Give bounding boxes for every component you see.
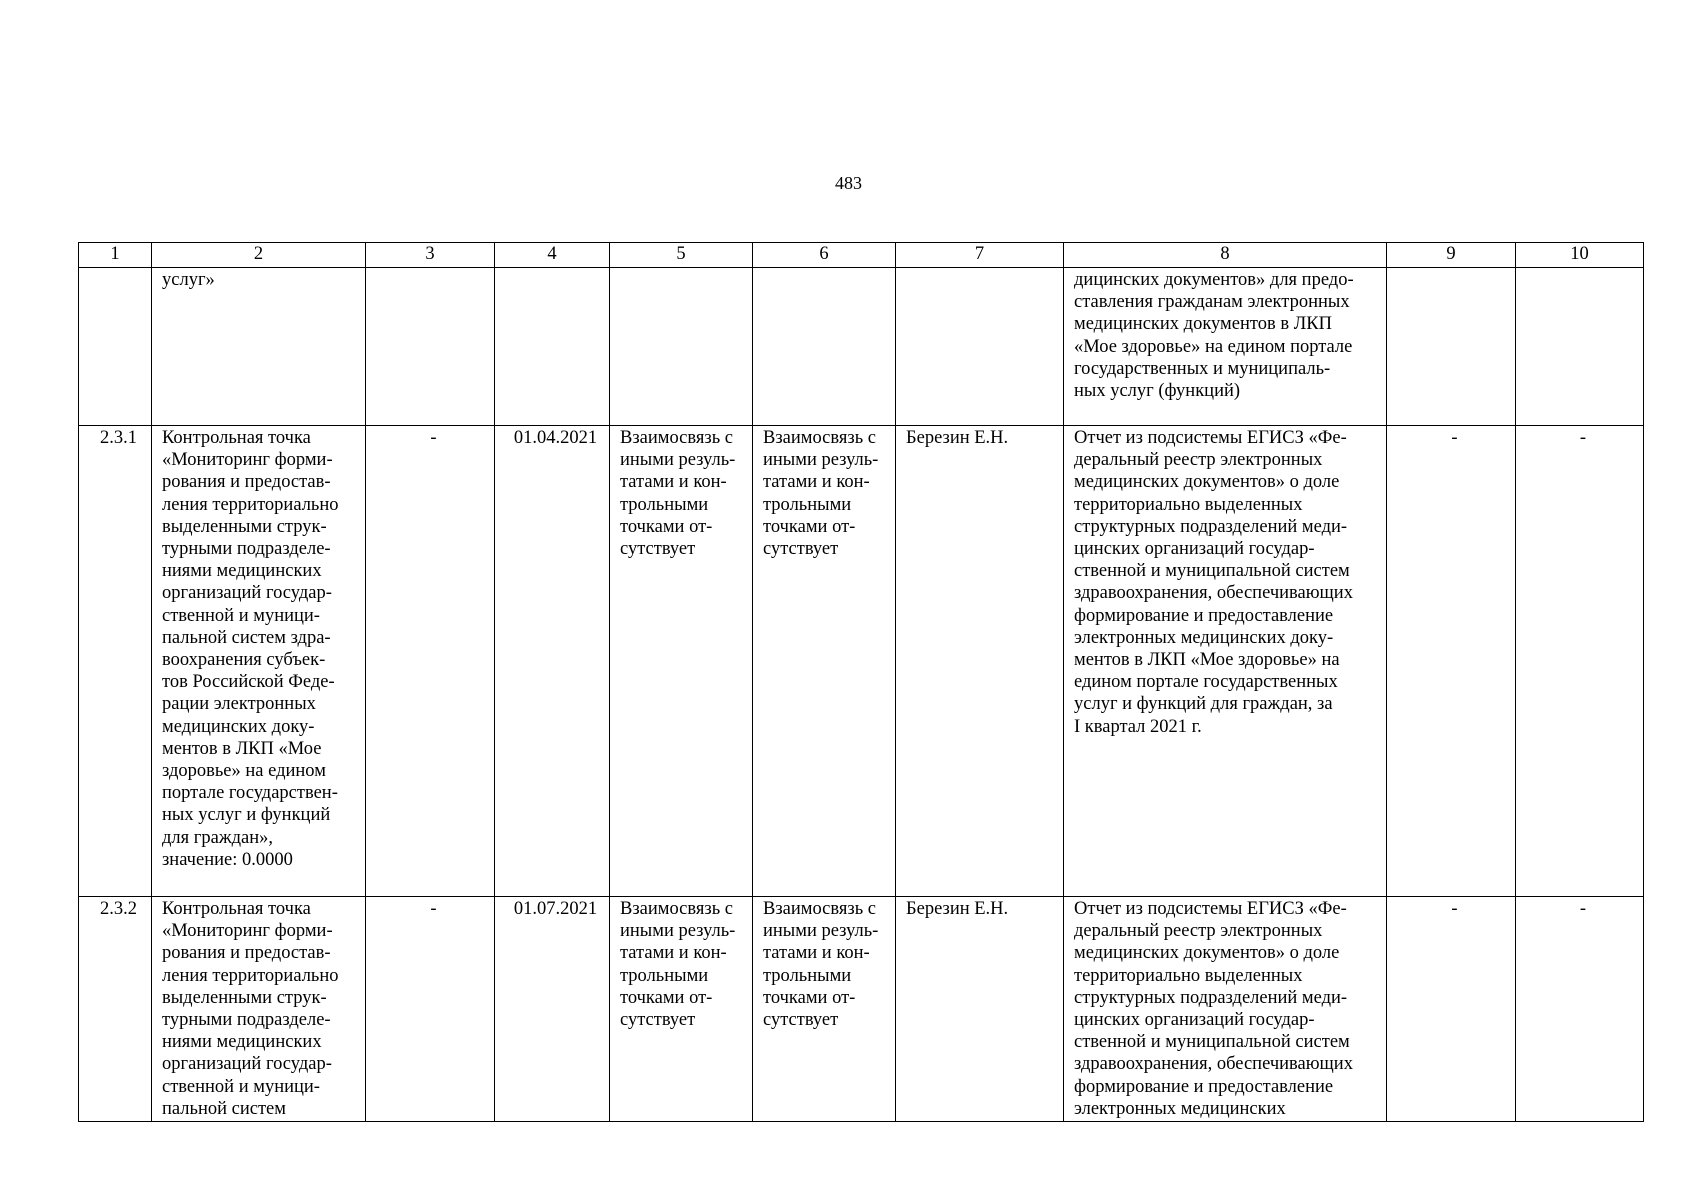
column-header-8: 8 [1064, 243, 1387, 268]
row-date: 01.07.2021 [513, 899, 598, 919]
row-col3: - [430, 899, 437, 919]
table-row [79, 897, 1644, 1122]
row-responsible: Березин Е.Н. [906, 899, 1009, 919]
row-responsible: Березин Е.Н. [906, 428, 1009, 448]
column-header-6: 6 [753, 243, 896, 268]
column-header-9: 9 [1387, 243, 1516, 268]
column-header-10: 10 [1516, 243, 1644, 268]
row-col3 [366, 268, 494, 269]
row-name: Контрольная точка «Мониторинг форми- рования и предостав- ления территориально выделенными струк- турными подразделе- ниями медицинских организаций государ- ственной и муници- пальной систем здра- воохранения субъек- тов Российской Феде- рации электронных медицинских доку- ментов в ЛКП «Мое здоровье» на едином портале государствен- ных услуг и функций для граждан», значение: 0.0000 [162, 428, 339, 870]
column-header-1: 1 [79, 243, 152, 268]
row-responsible [896, 268, 1063, 269]
header-row [79, 243, 1644, 268]
row-col3: - [430, 428, 437, 448]
row-col8: Отчет из подсистемы ЕГИСЗ «Фе- деральный реестр электронных медицинских документов» о доле территориально выделенных структурных подразделений меди- цинских организаций государ- ственной и муниципальной систем здравоохранения, обеспечивающих формирование и предоставление электронных медицинских [1074, 899, 1353, 1119]
row-number: 2.3.1 [100, 428, 137, 448]
row-number: 2.3.2 [100, 899, 137, 919]
column-header-5: 5 [610, 243, 753, 268]
column-header-7: 7 [896, 243, 1064, 268]
row-col5: Взаимосвязь с иными резуль- татами и кон- трольными точками от- сутствует [620, 899, 736, 1031]
row-col10 [1516, 268, 1643, 269]
row-col6: Взаимосвязь с иными резуль- татами и кон- трольными точками от- сутствует [763, 428, 879, 560]
page-number: 483 [835, 173, 862, 193]
row-col9: - [1451, 899, 1458, 919]
table-row [79, 268, 1644, 426]
row-date: 01.04.2021 [513, 428, 598, 448]
row-col8: Отчет из подсистемы ЕГИСЗ «Фе- деральный реестр электронных медицинских документов» о доле территориально выделенных структурных подразделений меди- цинских организаций государ- ственной и муниципальной систем здравоохранения, обеспечивающих формирование и предоставление электронных медицинских доку- ментов в ЛКП «Мое здоровье» на едином портале государственных услуг и функций для граждан, за I квартал 2021 г. [1074, 428, 1353, 737]
column-header-4: 4 [495, 243, 610, 268]
column-header-2: 2 [152, 243, 366, 268]
row-col8: дицинских документов» для предо- ставления гражданам электронных медицинских документов в ЛКП «Мое здоровье» на едином портале государственных и муниципаль- ных услуг (функций) [1074, 270, 1354, 402]
row-date [495, 268, 609, 269]
row-col9 [1387, 268, 1515, 269]
plan-table [78, 242, 1644, 1122]
row-col5 [610, 268, 752, 269]
column-header-3: 3 [366, 243, 495, 268]
row-col10: - [1579, 899, 1587, 919]
row-number [79, 268, 151, 269]
row-name: Контрольная точка «Мониторинг форми- рования и предостав- ления территориально выделенными струк- турными подразделе- ниями медицинских организаций государ- ственной и муници- пальной систем [162, 899, 339, 1119]
row-col6: Взаимосвязь с иными резуль- татами и кон- трольными точками от- сутствует [763, 899, 879, 1031]
row-col5: Взаимосвязь с иными резуль- татами и кон- трольными точками от- сутствует [620, 428, 736, 560]
row-col10: - [1579, 428, 1587, 448]
row-col6 [753, 268, 895, 269]
row-name: услуг» [162, 270, 215, 290]
row-col9: - [1451, 428, 1458, 448]
table-row [79, 426, 1644, 897]
